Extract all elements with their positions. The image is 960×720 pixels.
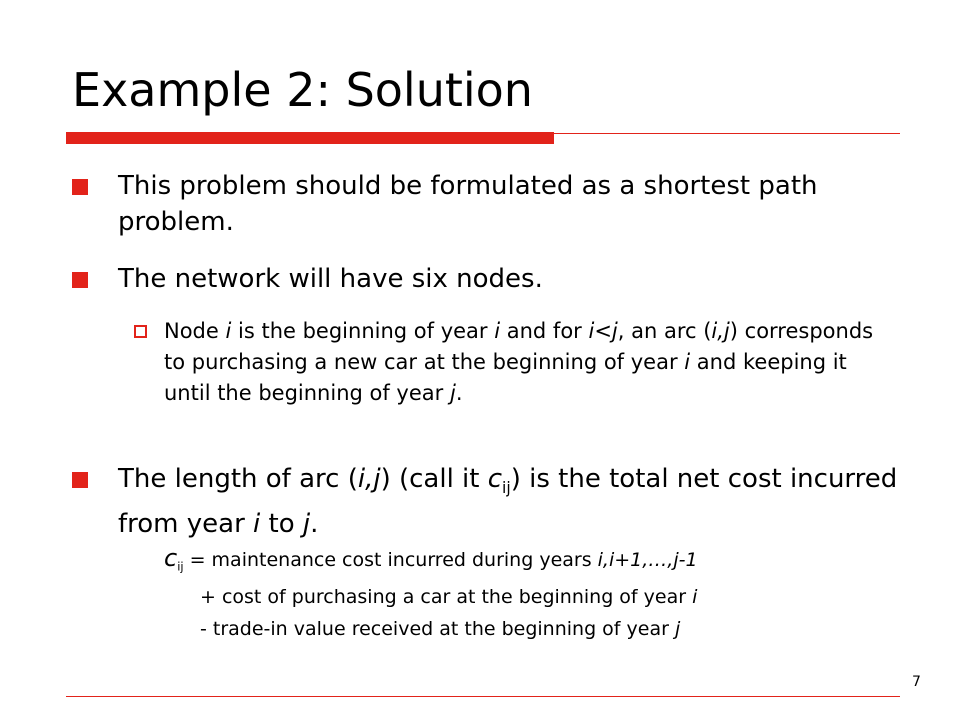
formula-line-1: $c_{ij}$ = maintenance cost incurred during years i,i+1,…,j-1 <box>164 544 698 574</box>
square-bullet-icon <box>72 472 88 488</box>
sub-bullet-node-definition <box>164 316 894 409</box>
bullet-text: The network will have six nodes. <box>118 264 543 294</box>
sub-bullet-text: Node i is the beginning of year i and for i<j, an arc (i,j) corresponds to purchasing a new car at the beginning of year i and keeping it until the beginning of year j. <box>164 319 874 405</box>
slide-title: Example 2: Solution <box>72 63 533 117</box>
bullet-shortest-path <box>118 168 908 240</box>
title-underline-thick <box>66 132 554 144</box>
formula-line-3: - trade-in value received at the beginning of year j <box>200 618 681 640</box>
page-number: 7 <box>912 674 921 690</box>
bullet-text: The length of arc (i,j) (call it $c_{ij}$) is the total net cost incurred from year i to j. <box>118 464 898 540</box>
formula-line-2: + cost of purchasing a car at the beginning of year i <box>200 586 698 608</box>
bullet-arc-length <box>118 461 908 542</box>
bullet-text: This problem should be formulated as a shortest path problem. <box>118 171 818 237</box>
square-bullet-icon <box>72 272 88 288</box>
bullet-six-nodes <box>118 261 908 297</box>
hollow-square-bullet-icon <box>134 325 147 338</box>
footer-divider <box>66 696 900 697</box>
title-underline-thin <box>554 133 900 134</box>
square-bullet-icon <box>72 179 88 195</box>
